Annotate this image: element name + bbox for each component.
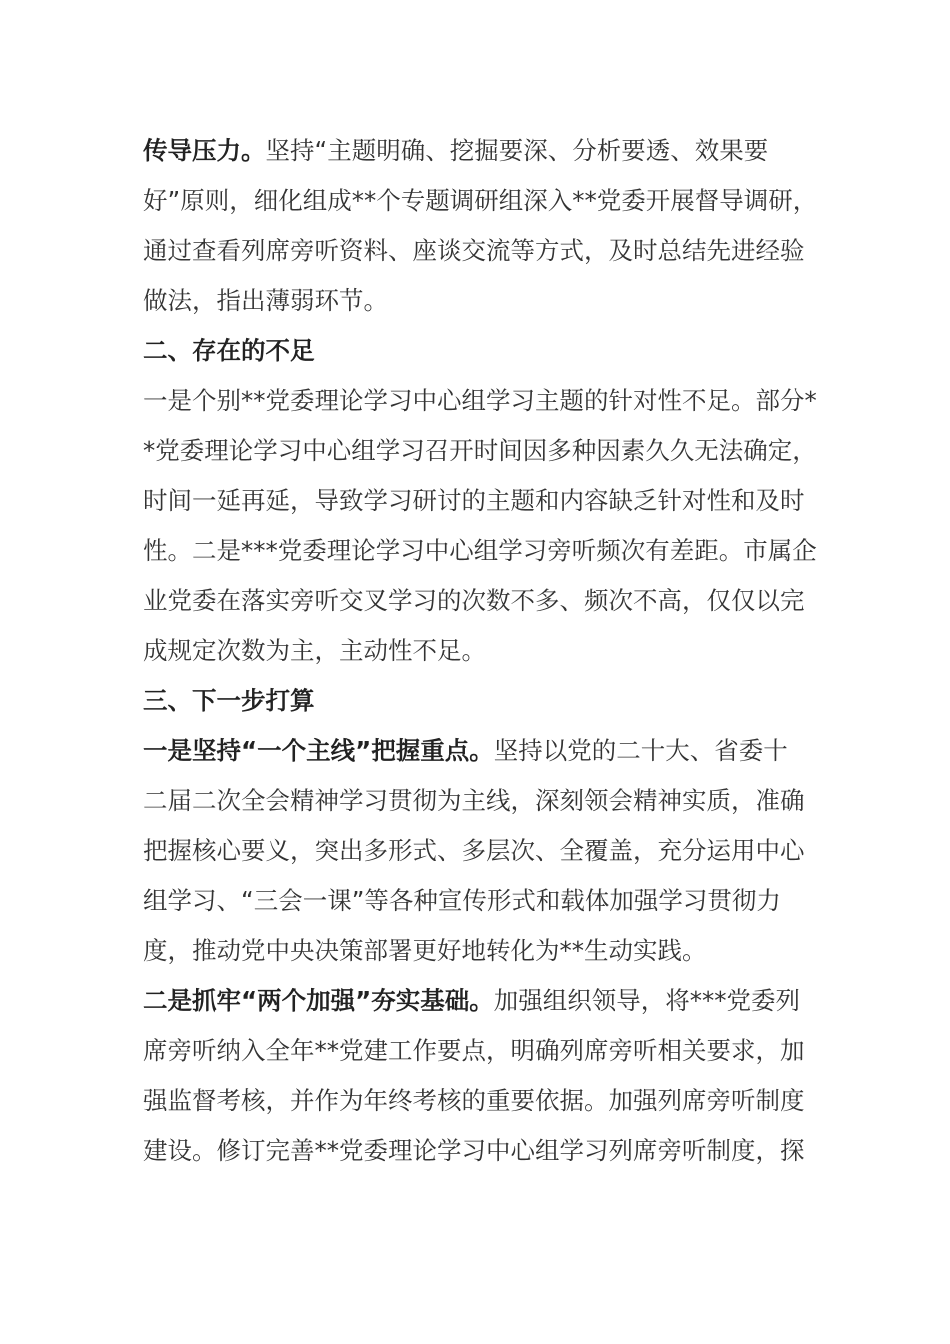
text-line: 一是个别**党委理论学习中心组学习主题的针对性不足。部分* <box>143 386 817 415</box>
text-line: 组学习、“三会一课”等各种宣传形式和载体加强学习贯彻力 <box>143 886 781 915</box>
bold-lead: 传导压力。 <box>143 136 266 165</box>
text-run: 坚持“主题明确、挖掘要深、分析要透、效果要 <box>265 136 769 165</box>
text-line <box>143 976 803 1026</box>
text-line: 业党委在落实旁听交叉学习的次数不多、频次不高，仅仅以完 <box>143 586 805 615</box>
section-heading-shortcomings <box>143 326 803 376</box>
heading-text: 二、存在的不足 <box>143 336 315 365</box>
paragraph-shortcomings <box>143 376 817 676</box>
text-line: 席旁听纳入全年**党建工作要点，明确列席旁听相关要求，加 <box>143 1036 805 1065</box>
text-line: 好”原则，细化组成**个专题调研组深入**党委开展督导调研， <box>143 186 818 215</box>
text-run: 坚持以党的二十大、省委十 <box>493 736 788 765</box>
text-line: 成规定次数为主，主动性不足。 <box>143 636 486 665</box>
bold-lead: 一是坚持“一个主线”把握重点。 <box>143 736 494 765</box>
document-body <box>143 126 818 1176</box>
bold-lead: 二是抓牢“两个加强”夯实基础。 <box>143 986 494 1015</box>
text-line: 性。二是***党委理论学习中心组学习旁听频次有差距。市属企 <box>143 536 817 565</box>
section-heading-next-steps <box>143 676 803 726</box>
text-line <box>143 726 803 776</box>
paragraph-two-strengthen <box>143 976 803 1176</box>
text-line: 度，推动党中央决策部署更好地转化为**生动实践。 <box>143 936 707 965</box>
heading-text: 三、下一步打算 <box>143 686 315 715</box>
text-line: 强监督考核，并作为年终考核的重要依据。加强列席旁听制度 <box>143 1086 805 1115</box>
paragraph-main-line <box>143 726 803 976</box>
text-line: 把握核心要义，突出多形式、多层次、全覆盖，充分运用中心 <box>143 836 805 865</box>
text-line: 通过查看列席旁听资料、座谈交流等方式，及时总结先进经验 <box>143 236 805 265</box>
text-run: 加强组织领导，将***党委列 <box>493 986 800 1015</box>
text-line: 二届二次全会精神学习贯彻为主线，深刻领会精神实质，准确 <box>143 786 805 815</box>
paragraph-pressure <box>143 126 818 326</box>
text-line: 做法，指出薄弱环节。 <box>143 286 388 315</box>
text-line <box>143 126 803 176</box>
text-line: 时间一延再延，导致学习研讨的主题和内容缺乏针对性和及时 <box>143 486 805 515</box>
text-line: 建设。修订完善**党委理论学习中心组学习列席旁听制度，探 <box>143 1136 805 1165</box>
text-line: *党委理论学习中心组学习召开时间因多种因素久久无法确定， <box>143 436 817 465</box>
